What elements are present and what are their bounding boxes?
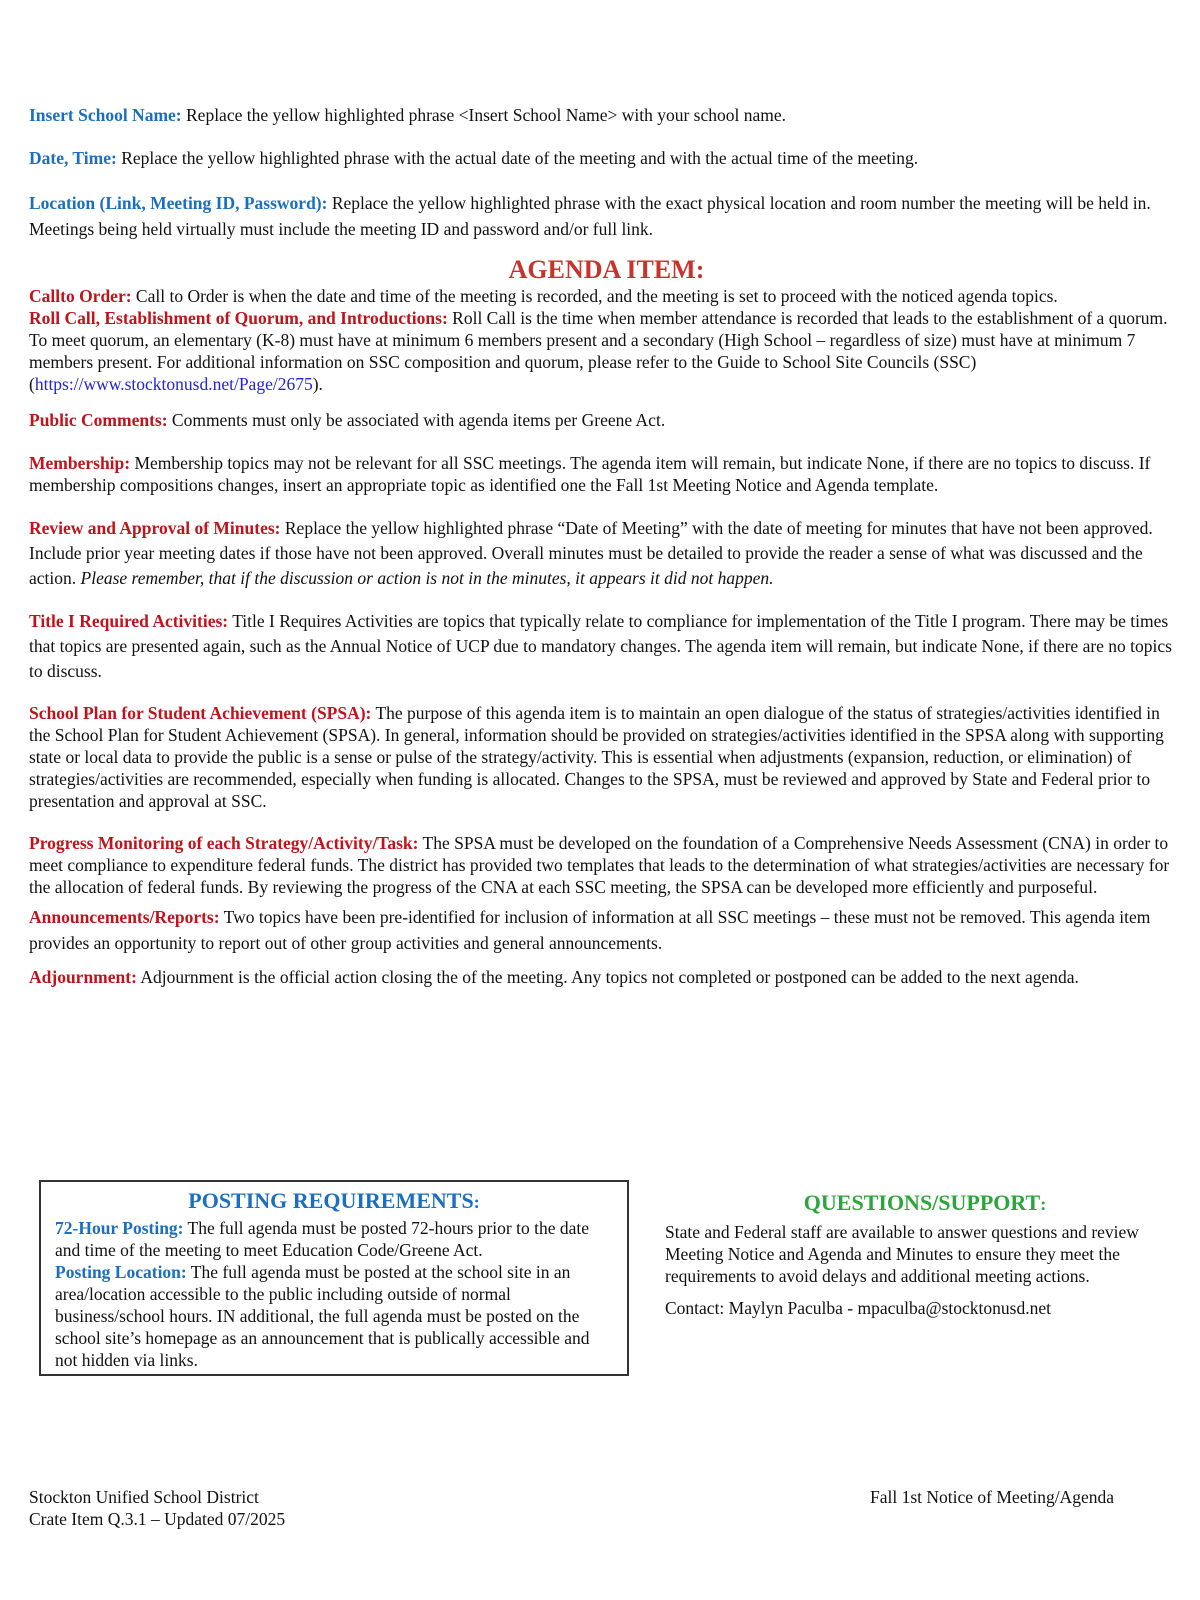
- instruction-label: Date, Time:: [29, 148, 117, 168]
- posting-title: [55, 1188, 613, 1215]
- instruction-text: Replace the yellow highlighted phrase <Insert School Name> with your school name.: [181, 105, 787, 125]
- support-title-colon: :: [1040, 1194, 1047, 1214]
- support-text: State and Federal staff are available to answer questions and review Meeting Notice and Agenda and Minutes to ensure they meet the requirements to avoid delays and additional meeting actions.: [665, 1222, 1139, 1286]
- agenda-call-to-order: [29, 285, 1184, 307]
- agenda-text: ).: [312, 374, 323, 394]
- instruction-label: Insert School Name:: [29, 105, 182, 125]
- agenda-text: The SPSA must be developed on the foundation of a Comprehensive Needs Assessment (CNA) in order to meet compliance to expenditure federal funds. The district has provided two templates that leads to the determination of what strategies/activities are necessary for the allocation of federal funds. By reviewing the progress of the CNA at each SSC meeting, the SPSA can be developed more efficiently and purposeful.: [29, 833, 1170, 897]
- agenda-label: Progress Monitoring of each Strategy/Activity/Task:: [29, 833, 419, 853]
- footer-doc-title: Fall 1st Notice of Meeting/Agenda: [870, 1487, 1114, 1507]
- agenda-label: Announcements/Reports:: [29, 907, 220, 927]
- instruction-text: Replace the yellow highlighted phrase with the exact physical location and room number the meeting will be held in. Meetings being held virtually must include the meeting ID and password and/or full link.: [29, 193, 1151, 239]
- instruction-date-time: [29, 147, 1184, 169]
- posting-location: [55, 1261, 613, 1371]
- agenda-spsa: [29, 702, 1184, 812]
- agenda-text: Title I Requires Activities are topics that typically relate to compliance for implementation of the Title I program. There may be times that topics are presented again, such as the Annual Notice of UCP due to mandatory changes. The agenda item will remain, but indicate None, if there are no topics to discuss.: [29, 611, 1172, 681]
- instruction-location: [29, 190, 1184, 242]
- agenda-text: Membership topics may not be relevant for all SSC meetings. The agenda item will remain, but indicate None, if there are no topics to discuss. If membership compositions changes, insert an appropriate topic as identified one the Fall 1st Meeting Notice and Agenda template.: [29, 453, 1151, 495]
- posting-title-colon: :: [473, 1192, 480, 1212]
- agenda-heading: AGENDA ITEM:: [508, 255, 705, 284]
- agenda-announcements: [29, 904, 1184, 956]
- posting-label: 72-Hour Posting:: [55, 1218, 184, 1238]
- instruction-text: Replace the yellow highlighted phrase with the actual date of the meeting and with the actual time of the meeting.: [116, 148, 919, 168]
- footer-crate-item: Crate Item Q.3.1 – Updated 07/2025: [29, 1509, 286, 1529]
- instruction-label: Location (Link, Meeting ID, Password):: [29, 193, 328, 213]
- agenda-minutes: [29, 516, 1184, 591]
- agenda-text: Call to Order is when the date and time of the meeting is recorded, and the meeting is set to proceed with the noticed agenda topics.: [131, 286, 1058, 306]
- agenda-label: Review and Approval of Minutes:: [29, 518, 281, 538]
- agenda-text: Comments must only be associated with agenda items per Greene Act.: [167, 410, 666, 430]
- support-contact: Contact: Maylyn Paculba - mpaculba@stocktonusd.net: [665, 1298, 1051, 1318]
- agenda-membership: [29, 452, 1184, 496]
- agenda-public-comments: [29, 409, 1184, 431]
- posting-72-hour: [55, 1217, 613, 1261]
- posting-title-text: POSTING REQUIREMENTS: [188, 1188, 474, 1213]
- posting-label: Posting Location:: [55, 1262, 187, 1282]
- agenda-text: Adjournment is the official action closing the of the meeting. Any topics not completed or postponed can be added to the next agenda.: [136, 967, 1079, 987]
- agenda-label: School Plan for Student Achievement (SPSA):: [29, 703, 372, 723]
- agenda-label: Public Comments:: [29, 410, 168, 430]
- agenda-label: Callto Order:: [29, 286, 132, 306]
- agenda-text: Roll Call is the time when member attendance is recorded that leads to the establishment of a quorum. To meet quorum, an elementary (K-8) must have at minimum 6 members present and a secondary (High School – regardless of size) must have at minimum 7 members present. For additional information on SSC composition and quorum, please refer to the Guide to School Site Councils (SSC) (: [29, 308, 1168, 394]
- posting-text: The full agenda must be posted 72-hours prior to the date and time of the meeting to meet Education Code/Greene Act.: [55, 1218, 589, 1260]
- support-title: [665, 1190, 1185, 1217]
- minutes-reminder: Please remember, that if the discussion or action is not in the minutes, it appears it did not happen.: [80, 568, 774, 588]
- agenda-text: Two topics have been pre-identified for inclusion of information at all SSC meetings – these must not be removed. This agenda item provides an opportunity to report out of other group activities and general announcements.: [29, 907, 1151, 953]
- footer-left: [29, 1486, 285, 1530]
- document-body: [29, 104, 1184, 994]
- ssc-guide-link[interactable]: https://www.stocktonusd.net/Page/2675: [34, 374, 313, 394]
- agenda-adjournment: [29, 960, 1184, 994]
- agenda-label: Membership:: [29, 453, 131, 473]
- instruction-school-name: [29, 104, 1184, 126]
- agenda-progress-monitoring: [29, 832, 1184, 898]
- footer-district: Stockton Unified School District: [29, 1487, 259, 1507]
- agenda-text: Replace the yellow highlighted phrase “Date of Meeting” with the date of meeting for minutes that have not been approved. Include prior year meeting dates if those have not been approved. Overall minutes must be detailed to provide the reader a sense of what was discussed and the action.: [29, 518, 1153, 588]
- posting-text: The full agenda must be posted at the school site in an area/location accessible to the public including outside of normal business/school hours. IN additional, the full agenda must be posted on the school site’s homepage as an announcement that is publically accessible and not hidden via links.: [55, 1262, 590, 1370]
- agenda-title-one: [29, 609, 1184, 684]
- questions-support: [665, 1190, 1185, 1319]
- support-title-text: QUESTIONS/SUPPORT: [803, 1190, 1041, 1215]
- agenda-label: Adjournment:: [29, 967, 137, 987]
- agenda-label: Title I Required Activities:: [29, 611, 229, 631]
- agenda-text: The purpose of this agenda item is to maintain an open dialogue of the status of strategies/activities identified in the School Plan for Student Achievement (SPSA). In general, information should be provided on strategies/activities identified in the SPSA along with supporting state or local data to provide the public is a sense or pulse of the strategy/activity. This is essential when adjustments (expansion, reduction, or elimination) of strategies/activities are recommended, especially when funding is allocated. Changes to the SPSA, must be reviewed and approved by State and Federal prior to presentation and approval at SSC.: [29, 703, 1164, 811]
- posting-requirements-box: [39, 1180, 629, 1376]
- agenda-roll-call: [29, 307, 1184, 395]
- agenda-label: Roll Call, Establishment of Quorum, and Introductions:: [29, 308, 448, 328]
